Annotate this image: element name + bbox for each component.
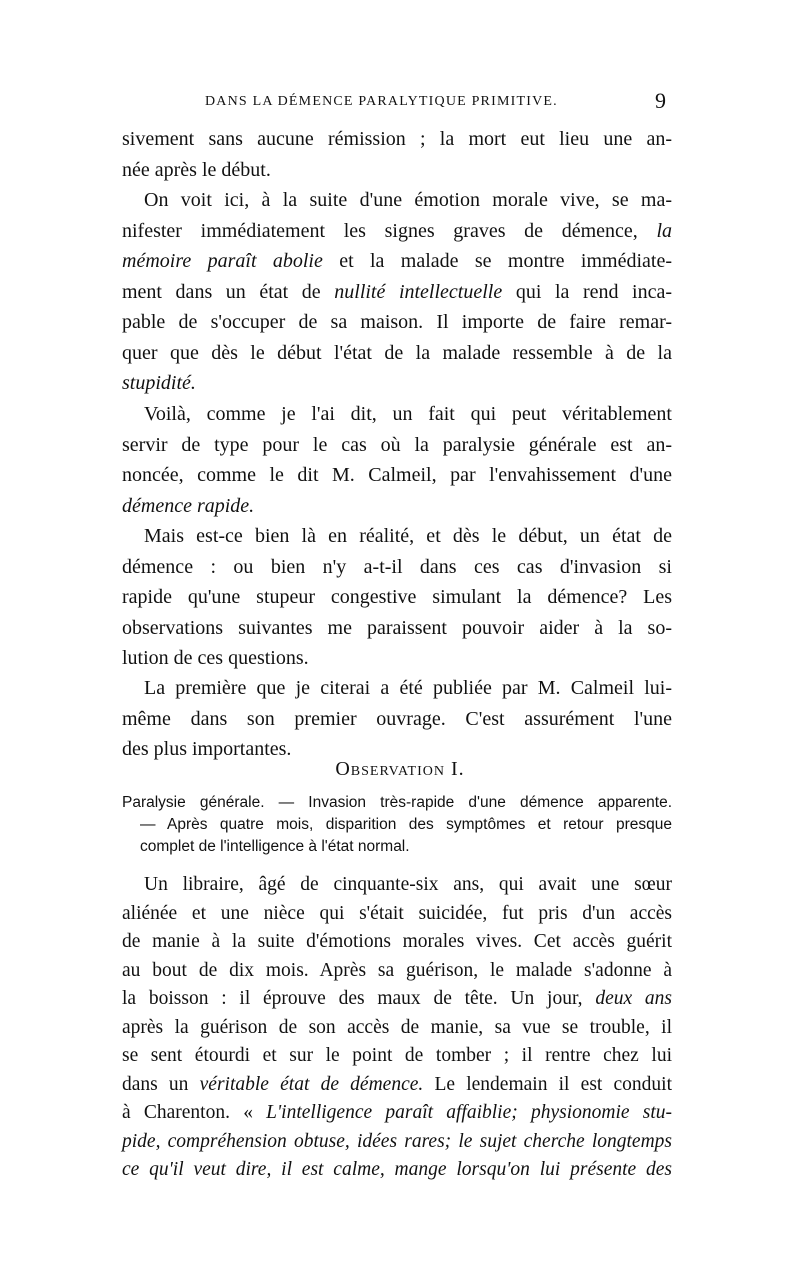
- text-line: démence : ou bien n'y a-t-il dans ces cas d'invasion si: [122, 555, 672, 578]
- text-line: des plus importantes.: [122, 738, 292, 760]
- paragraph-type: [122, 399, 672, 521]
- paragraph-question: [122, 521, 672, 674]
- text-line: au bout de dix mois. Après sa guérison, le malade s'adonne à: [122, 959, 672, 981]
- text-line: La première que je citerai a été publiée par M. Calmeil lui-: [144, 677, 672, 699]
- text-line: complet de l'intelligence à l'état normal.: [140, 838, 410, 855]
- case-report: [122, 871, 672, 1185]
- text-line: On voit ici, à la suite d'une émotion morale vive, se ma-: [144, 189, 672, 211]
- text-line: observations suivantes me paraissent pouvoir aider à la so-: [122, 616, 672, 639]
- text-line: noncée, comme le dit M. Calmeil, par l'envahissement d'une: [122, 464, 672, 486]
- text-line: [122, 1099, 672, 1128]
- running-title: DANS LA DÉMENCE PARALYTIQUE PRIMITIVE.: [205, 94, 558, 109]
- paragraph-continuation: [122, 124, 672, 185]
- text-line: — Après quatre mois, disparition des symptômes et retour presque: [140, 816, 672, 833]
- text-line: rapide qu'une stupeur congestive simulant la démence? Les: [122, 586, 672, 608]
- text-line: servir de type pour le cas où la paralysie générale est an-: [122, 433, 672, 456]
- text-line: Voilà, comme je l'ai dit, un fait qui peut véritablement: [144, 403, 672, 425]
- observation-heading: [0, 758, 800, 781]
- text-line: de manie à la suite d'émotions morales vives. Cet accès guérit: [122, 931, 672, 952]
- observation-number: I.: [450, 758, 465, 780]
- text-line: même dans son premier ouvrage. C'est assurément l'une: [122, 707, 672, 730]
- page-number: 9: [655, 88, 666, 113]
- paragraph-first-case: [122, 673, 672, 765]
- italic-text: ce qu'il veut dire, il est calme, mange lorsqu'on lui présente des: [122, 1159, 672, 1180]
- text-line: Paralysie générale. — Invasion très-rapide d'une démence apparente.: [122, 794, 672, 811]
- text-line: après la guérison de son accès de manie, sa vue se trouble, il: [122, 1016, 672, 1038]
- text-line: [122, 1071, 672, 1100]
- text-line: quer que dès le début l'état de la malade ressemble à de la: [122, 341, 672, 364]
- italic-text: démence rapide.: [122, 494, 255, 517]
- text-line: pable de s'occuper de sa maison. Il importe de faire remar-: [122, 311, 672, 333]
- italic-text: la: [656, 219, 672, 242]
- italic-text: mémoire paraît abolie: [122, 250, 323, 272]
- text-line: [122, 277, 672, 308]
- text-line: aliénée et une nièce qui s'était suicidée, fut pris d'un accès: [122, 902, 672, 924]
- observation-label: Observation: [335, 758, 445, 780]
- text-run: qui la rend inca-: [515, 280, 673, 303]
- text-run: la boisson : il éprouve des maux de tête. Un jour,: [122, 988, 583, 1009]
- text-line: lution de ces questions.: [122, 647, 309, 669]
- text-line: se sent étourdi et sur le point de tomber ; il rentre chez lui: [122, 1045, 672, 1066]
- text-line: [122, 246, 672, 277]
- text-line: [122, 985, 672, 1014]
- italic-text: nullité intellectuelle: [334, 280, 503, 303]
- text-run: Le lendemain il est conduit: [434, 1073, 673, 1095]
- text-line: née après le début.: [122, 158, 271, 181]
- text-line: sivement sans aucune rémission ; la mort eut lieu une an-: [122, 128, 672, 150]
- italic-text: pide, compréhension obtuse, idées rares; le sujet cherche longtemps: [122, 1130, 672, 1152]
- text-run: nifester immédiatement les signes graves de démence,: [122, 219, 638, 242]
- italic-text: deux ans: [595, 988, 673, 1009]
- text-run: et la malade se montre immédiate-: [339, 250, 672, 272]
- text-run: dans un: [122, 1073, 189, 1095]
- text-line: Mais est-ce bien là en réalité, et dès le début, un état de: [144, 525, 672, 547]
- italic-text: L'intelligence paraît affaiblie; physionomie stu-: [266, 1102, 672, 1123]
- observation-summary: [122, 792, 672, 858]
- text-line: Un libraire, âgé de cinquante-six ans, qui avait une sœur: [144, 874, 672, 895]
- text-run: à Charenton. «: [122, 1102, 253, 1123]
- text-run: ment dans un état de: [122, 280, 321, 303]
- italic-text: véritable état de démence.: [199, 1073, 424, 1095]
- paragraph-emotion: [122, 185, 672, 399]
- italic-text: stupidité.: [122, 372, 196, 394]
- text-line: [122, 216, 672, 247]
